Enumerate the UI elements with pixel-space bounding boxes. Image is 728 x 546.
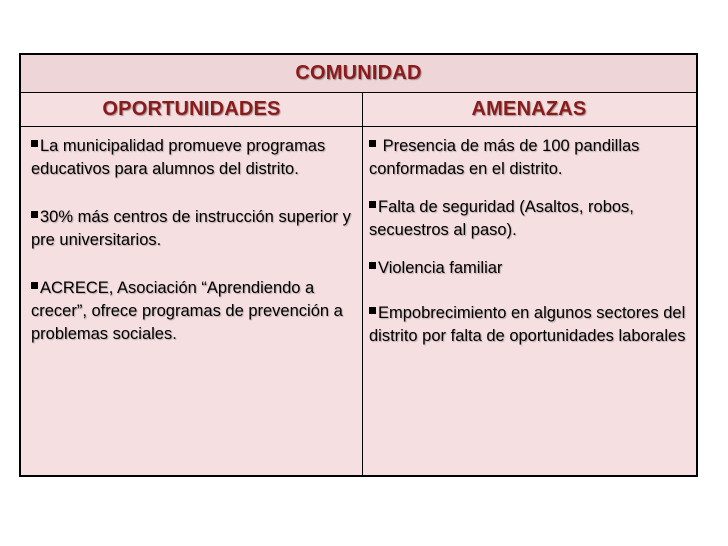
amenaza-text: Falta de seguridad (Asaltos, robos, secuestros al paso).: [369, 198, 634, 239]
oportunidad-text: 30% más centros de instrucción superior y pre universitarios.: [31, 208, 351, 249]
oportunidad-text: La municipalidad promueve programas educativos para alumnos del distrito.: [31, 137, 326, 178]
list-item: [369, 196, 690, 242]
oportunidades-cell: [21, 127, 362, 475]
header-amenazas: [362, 93, 696, 126]
header-oportunidades: [21, 93, 362, 126]
amenaza-text: Empobrecimiento en algunos sectores del distrito por falta de oportunidades laborales: [369, 304, 686, 345]
bullet-icon: [31, 140, 38, 147]
oportunidad-text: ACRECE, Asociación “Aprendiendo a crecer”, ofrece programas de prevención a problemas sociales.: [31, 279, 343, 343]
table-header-row: [21, 93, 696, 127]
bullet-icon: [369, 140, 376, 147]
amenaza-text: Presencia de más de 100 pandillas conformadas en el distrito.: [369, 137, 640, 178]
swot-table: [19, 53, 698, 477]
list-item: [369, 302, 690, 348]
table-title-row: [21, 55, 696, 93]
amenaza-text: Violencia familiar: [378, 259, 503, 277]
list-item: [31, 277, 356, 346]
list-item: [31, 135, 356, 181]
amenazas-cell: [363, 127, 696, 475]
list-item: [369, 257, 690, 280]
bullet-icon: [31, 211, 38, 218]
header-amenazas-label: AMENAZAS: [471, 98, 587, 120]
list-item: [31, 206, 356, 252]
table-title: COMUNIDAD: [295, 62, 422, 84]
list-item: [369, 135, 690, 181]
bullet-icon: [31, 282, 38, 289]
header-oportunidades-label: OPORTUNIDADES: [102, 98, 281, 120]
bullet-icon: [369, 307, 376, 314]
bullet-icon: [369, 262, 376, 269]
bullet-icon: [369, 201, 376, 208]
